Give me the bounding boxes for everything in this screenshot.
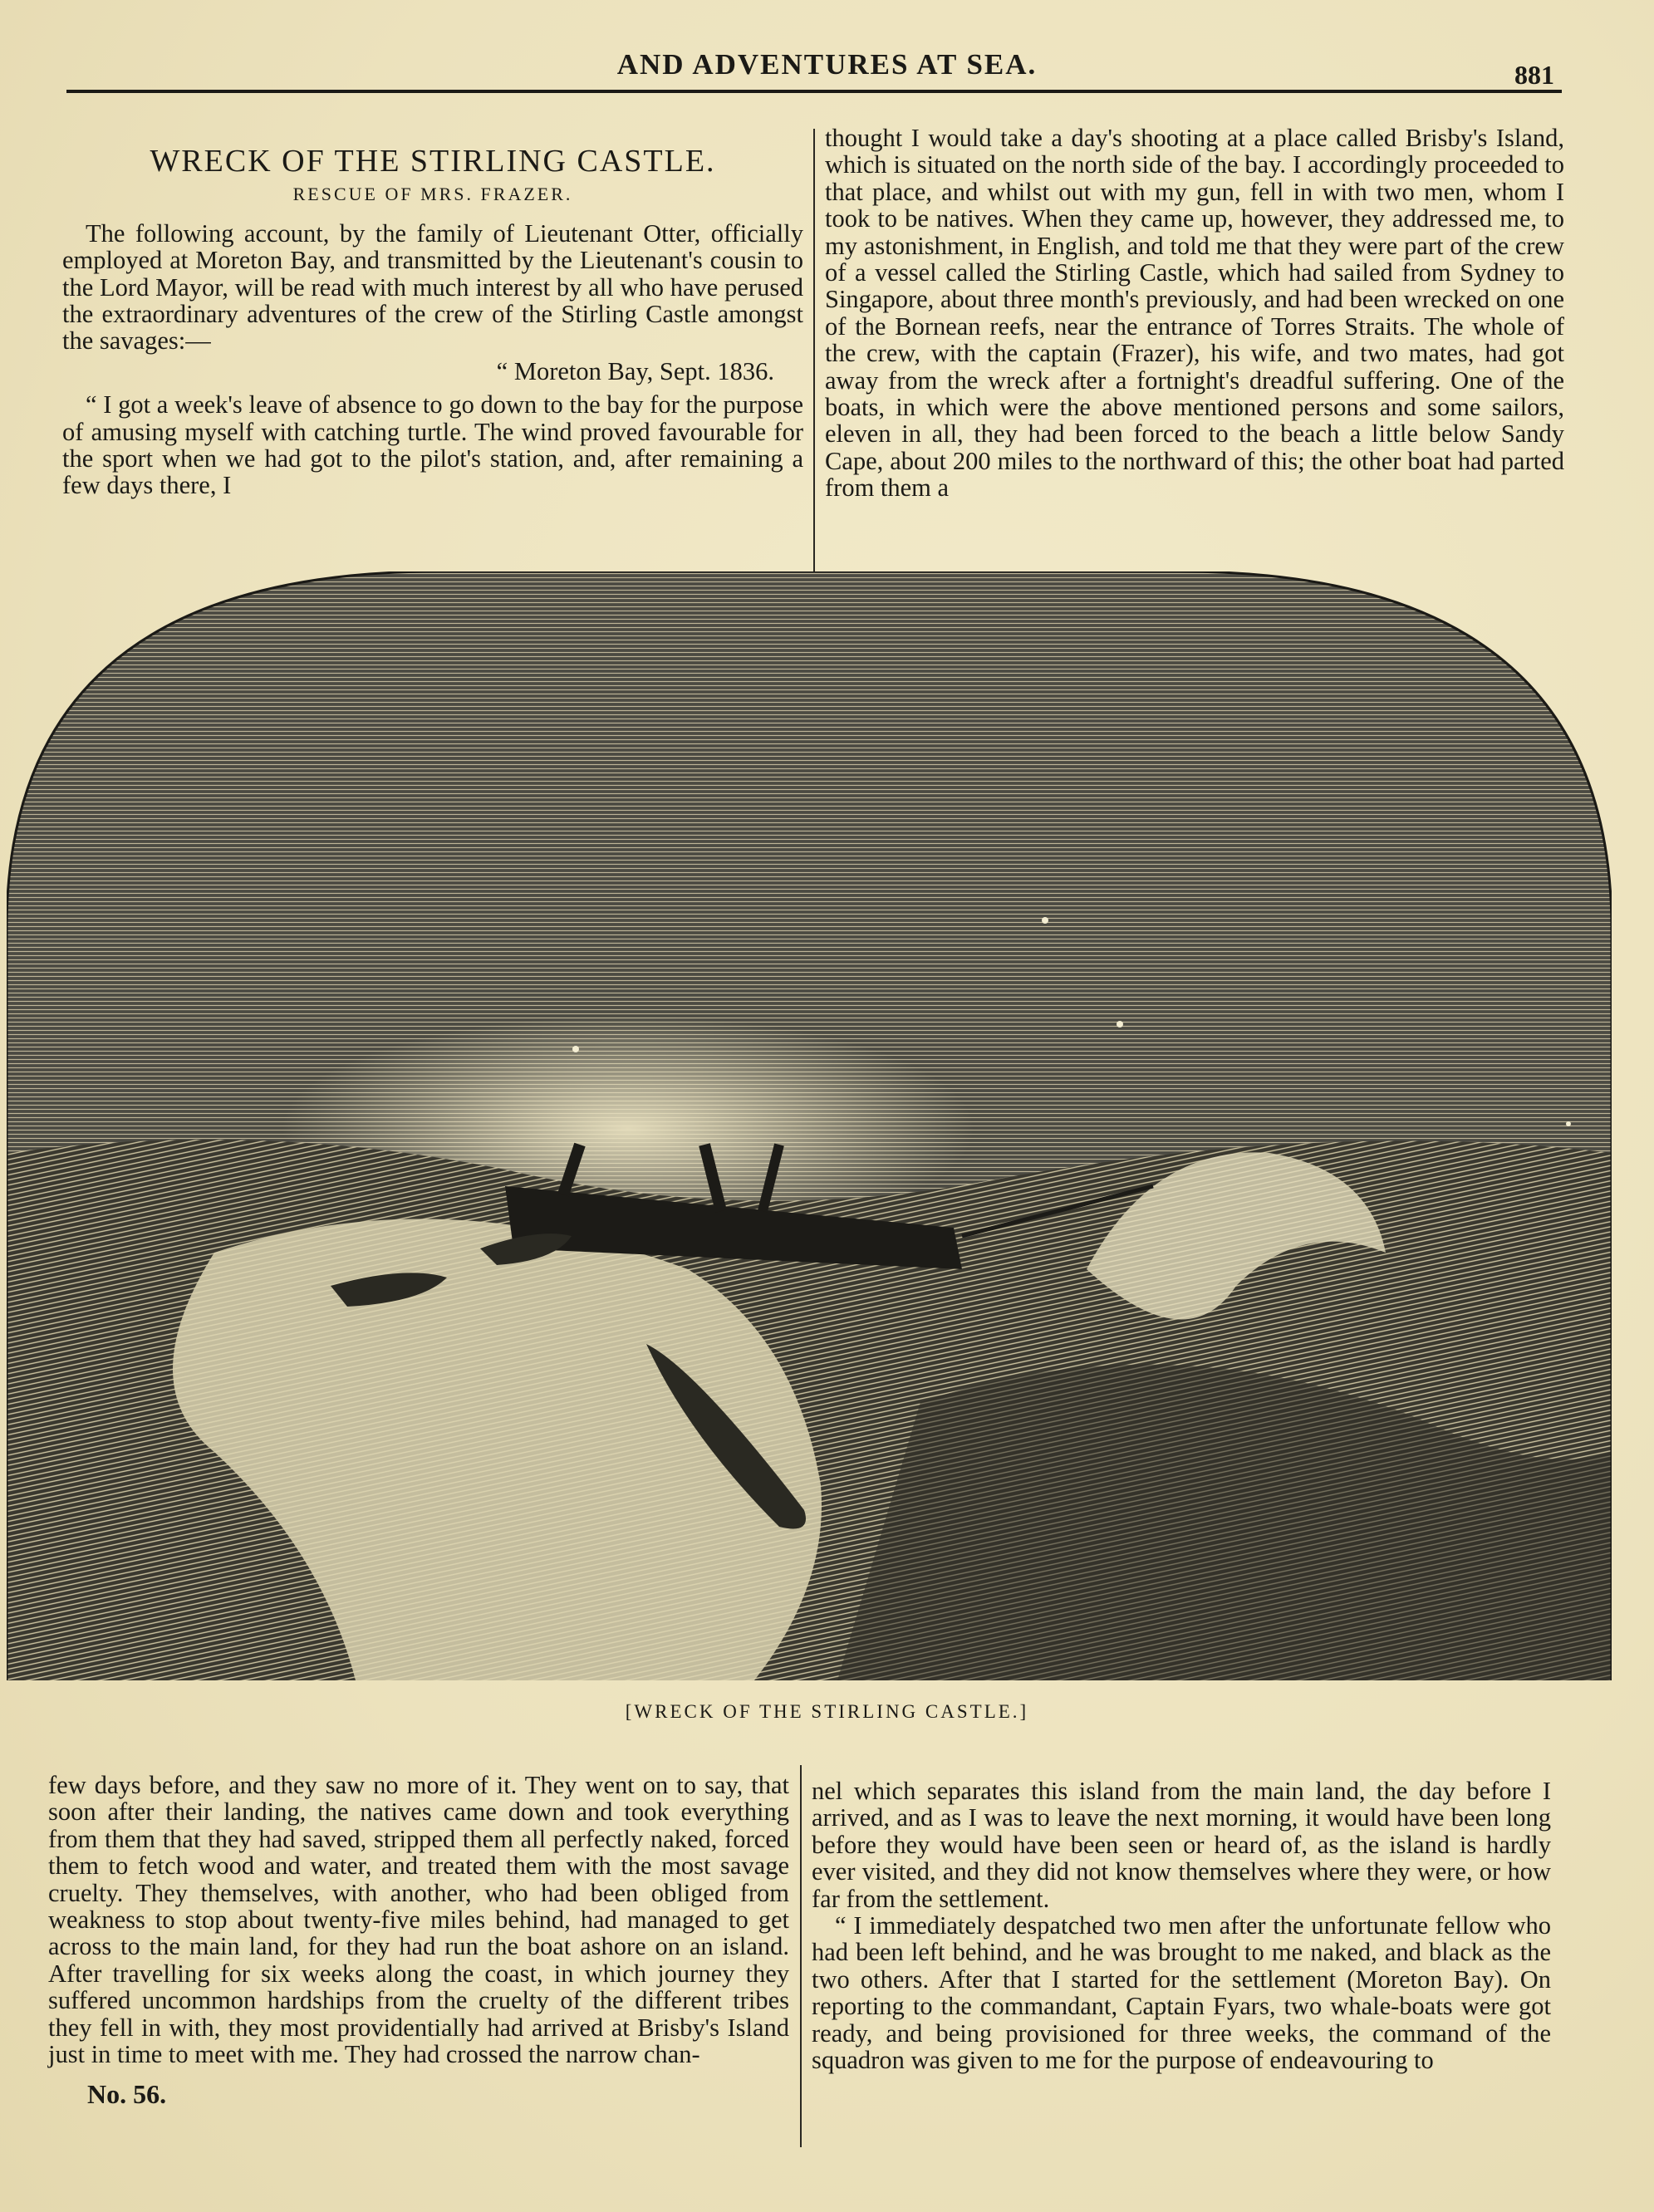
top-column-divider: [813, 129, 815, 573]
narrative-continued: few days before, and they saw no more of it. They went on to say, that soon after their landing, the natives came down and took everything from them that they had saved, stripped them all perfectly naked, forced them to fetch wood and water, and treated them with the most savage cruelty. They themselves, with another, who had been obliged from weakness to stop about twenty-five miles behind, had managed to get across to the main land, for they had run the boat ashore on an island. After travelling for six weeks along the coast, in which journey they suffered uncommon hardships from the cruelty of the different tribes they fell in with, they most providentially had arrived at Brisby's Island just in time to meet with me. They had crossed the narrow chan-: [48, 1771, 789, 2069]
article-title: WRECK OF THE STIRLING CASTLE.: [150, 144, 716, 179]
illustration-caption: [WRECK OF THE STIRLING CASTLE.]: [625, 1701, 1029, 1722]
narrative-settlement: nel which separates this island from the main land, the day before I arrived, and as I was to leave the next morning, it would have been long before they would have been seen or heard of, as the island is hardly ever visited, and they did not know themselves where they were, or how far from the settlement.: [812, 1777, 1551, 1913]
bottom-right-column: [812, 1778, 1551, 2073]
top-left-column: [62, 144, 803, 500]
shipwreck-engraving: [7, 571, 1612, 1680]
bottom-left-column: [48, 1772, 789, 2067]
running-title: AND ADVENTURES AT SEA.: [616, 48, 1038, 81]
letter-paragraph-1: “ I got a week's leave of absence to go down to the bay for the purpose of amusing myself with catching turtle. The wind proved favourable for the sport when we had got to the pilot's station, and, after remaining a few days there, I: [62, 390, 803, 500]
dateline: “ Moreton Bay, Sept. 1836.: [496, 356, 774, 385]
top-right-column: [825, 125, 1564, 502]
header-rule: [66, 90, 1562, 93]
article-subtitle: RESCUE OF MRS. FRAZER.: [292, 184, 573, 205]
letter-continued: thought I would take a day's shooting at a place called Brisby's Island, which is situated on the north side of the bay. I accordingly proceeded to that place, and whilst out with my gun, fell in with two men, whom I took to be natives. When they came up, however, they addressed me, to my astonishment, in English, and told me that they were part of the crew of a vessel called the Stirling Castle, which had sailed from Sydney to Singapore, about three month's previously, and had been wrecked on one of the Bornean reefs, near the entrance of Torres Straits. The whole of the crew, with the captain (Frazer), his wife, and two mates, had got away from the wreck after a fortnight's dreadful suffering. One of the boats, in which were the above mentioned persons and some sailors, eleven in all, they had been forced to the beach a little below Sandy Cape, about 200 miles to the northward of this; the other boat had parted from them a: [825, 124, 1564, 503]
page-number: 881: [1514, 60, 1554, 90]
narrative-despatch: “ I immediately despatched two men after the unfortunate fellow who had been left behind, and he was brought to me naked, and black as the two others. After that I started for the settlement (Moreton Bay). On reporting to the commandant, Captain Fyars, two whale-boats were got ready, and being provisioned for three weeks, the command of the squadron was given to me for the purpose of endeavouring to: [812, 1911, 1551, 2075]
intro-paragraph: The following account, by the family of Lieutenant Otter, officially employed at Moreton Bay, and transmitted by the Lieutenant's cousin to the Lord Mayor, will be read with much interest by all who have perused the extraordinary adventures of the crew of the Stirling Castle amongst the savages:—: [62, 218, 803, 356]
issue-signature: No. 56.: [87, 2079, 167, 2109]
bottom-column-divider: [800, 1765, 802, 2147]
